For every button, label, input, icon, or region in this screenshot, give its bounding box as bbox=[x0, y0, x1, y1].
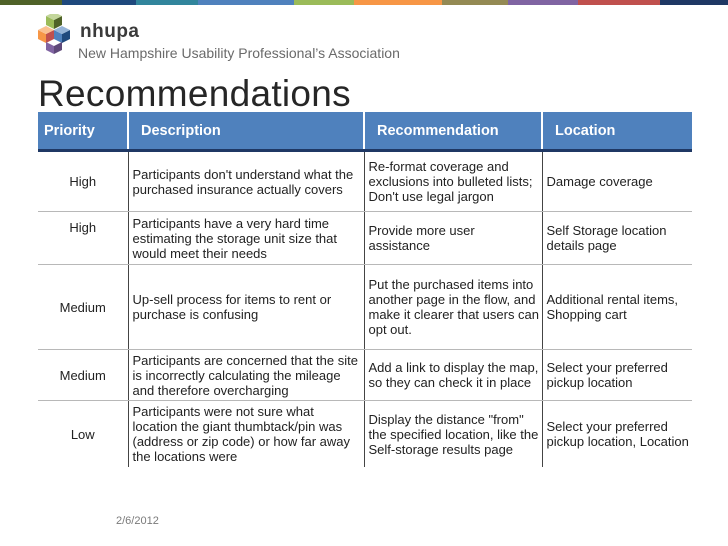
table-row bbox=[38, 401, 692, 467]
column-header-recommendation: Recommendation bbox=[364, 112, 542, 149]
page-title: Recommendations bbox=[38, 73, 351, 114]
strip-segment bbox=[136, 0, 198, 5]
slide-date: 2/6/2012 bbox=[116, 515, 159, 527]
location-cell: Self Storage location details page bbox=[542, 212, 692, 264]
recommendation-cell: Provide more user assistance bbox=[364, 212, 542, 264]
description-cell: Participants were not sure what location the giant thumbtack/pin was (address or zip code) or how far away the locations were bbox=[128, 401, 364, 467]
color-strip bbox=[0, 0, 728, 5]
priority-cell: Medium bbox=[59, 367, 106, 383]
table-row bbox=[38, 212, 692, 264]
location-cell: Select your preferred pickup location, Location bbox=[542, 401, 692, 467]
strip-segment bbox=[442, 0, 508, 5]
priority-cell: High bbox=[69, 174, 97, 189]
stacked-cubes-icon bbox=[36, 14, 72, 54]
table-row bbox=[38, 152, 692, 211]
association-subtitle: New Hampshire Usability Professional’s Association bbox=[78, 45, 400, 61]
recommendation-cell: Add a link to display the map, so they can check it in place bbox=[364, 350, 542, 400]
priority-cell: Medium bbox=[59, 299, 106, 315]
column-header-location: Location bbox=[542, 112, 692, 149]
description-cell: Participants don't understand what the purchased insurance actually covers bbox=[128, 152, 364, 211]
strip-segment bbox=[62, 0, 136, 5]
priority-cell: High bbox=[69, 220, 97, 235]
recommendations-table bbox=[38, 112, 692, 467]
location-cell: Damage coverage bbox=[542, 152, 692, 211]
strip-segment bbox=[578, 0, 660, 5]
location-cell: Select your preferred pickup location bbox=[542, 350, 692, 400]
brand-name: nhupa bbox=[80, 21, 140, 42]
strip-segment bbox=[198, 0, 294, 5]
table-header-row bbox=[38, 112, 692, 149]
location-cell: Additional rental items, Shopping cart bbox=[542, 265, 692, 349]
priority-cell: Low bbox=[70, 426, 95, 442]
description-cell: Participants are concerned that the site is incorrectly calculating the mileage and therefore overcharging bbox=[128, 350, 364, 400]
table-row bbox=[38, 350, 692, 400]
column-header-description: Description bbox=[128, 112, 364, 149]
description-cell: Participants have a very hard time estimating the storage unit size that would meet their needs bbox=[128, 212, 364, 264]
strip-segment bbox=[660, 0, 728, 5]
strip-segment bbox=[508, 0, 578, 5]
description-cell: Up-sell process for items to rent or purchase is confusing bbox=[128, 265, 364, 349]
column-header-priority: Priority bbox=[44, 122, 95, 139]
strip-segment bbox=[0, 0, 62, 5]
table-row bbox=[38, 265, 692, 349]
recommendation-cell: Display the distance "from" the specified location, like the Self-storage results page bbox=[364, 401, 542, 467]
recommendation-cell: Re-format coverage and exclusions into bulleted lists; Don't use legal jargon bbox=[364, 152, 542, 211]
strip-segment bbox=[294, 0, 354, 5]
recommendation-cell: Put the purchased items into another page in the flow, and make it clearer that users can opt out. bbox=[364, 265, 542, 349]
strip-segment bbox=[354, 0, 442, 5]
